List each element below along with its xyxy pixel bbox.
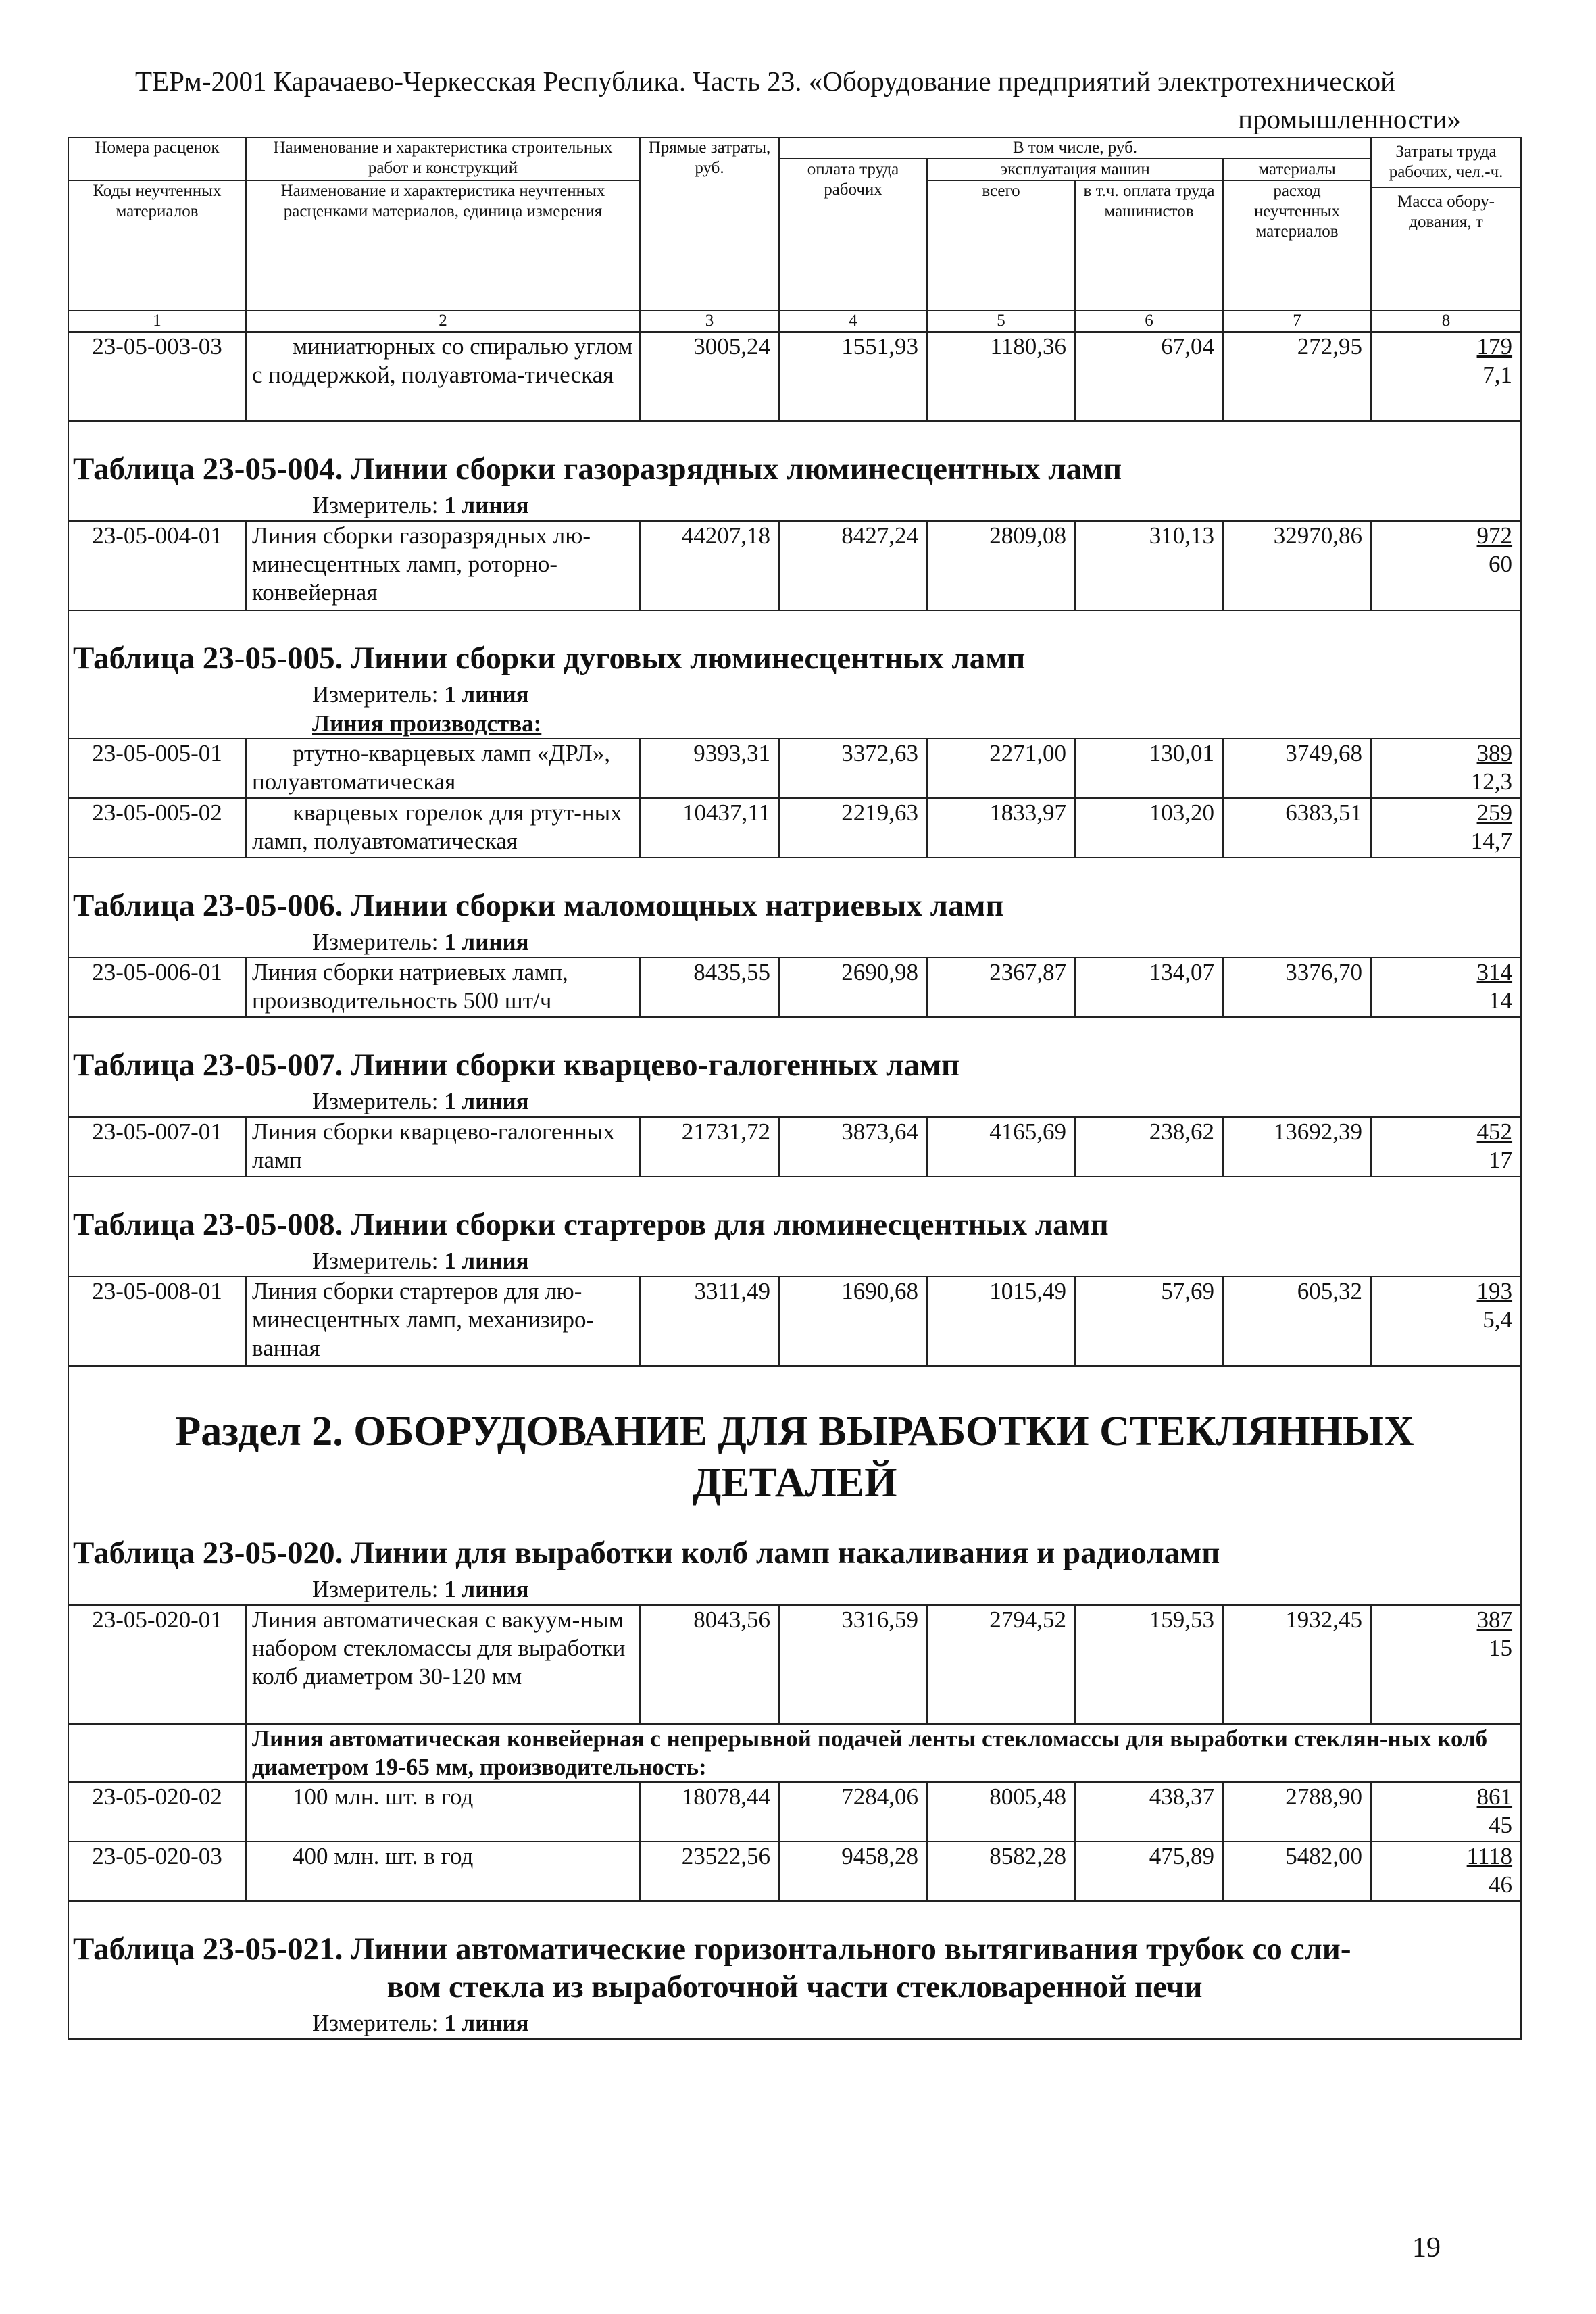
table-title-006: Таблица 23-05-006. Линии сборки маломощных натриевых ламп bbox=[68, 881, 1521, 927]
table-title-007: Таблица 23-05-007. Линии сборки кварцево-галогенных ламп bbox=[68, 1041, 1521, 1087]
rates-table bbox=[68, 137, 1522, 2040]
subheading: Линия производства: bbox=[312, 710, 542, 737]
machinist-wage: 130,01 bbox=[1075, 739, 1223, 798]
labor-mass bbox=[1371, 739, 1521, 798]
header-line-1: ТЕРм-2001 Карачаево-Черкесская Республика. Часть 23. «Оборудование предприятий электротехнической bbox=[135, 66, 1396, 97]
col-number: 8 bbox=[1371, 310, 1521, 332]
mass-value: 17 bbox=[1489, 1147, 1513, 1173]
measure-label: Измеритель: bbox=[312, 492, 439, 518]
table-gap bbox=[68, 610, 1521, 634]
labor-value: 314 bbox=[1476, 959, 1513, 985]
measure-value: 1 линия bbox=[444, 1248, 529, 1274]
table-gap bbox=[68, 1017, 1521, 1041]
machines-cost: 1833,97 bbox=[927, 798, 1075, 858]
table-gap bbox=[68, 1177, 1521, 1200]
labor-value: 259 bbox=[1476, 799, 1513, 826]
direct-cost: 23522,56 bbox=[640, 1842, 779, 1901]
table-row bbox=[68, 332, 1521, 421]
machines-cost: 2809,08 bbox=[927, 521, 1075, 610]
mass-value: 12,3 bbox=[1470, 768, 1513, 795]
mass-value: 7,1 bbox=[1482, 362, 1513, 388]
col-materials-sub: расход неучтенных материалов bbox=[1223, 180, 1371, 310]
labor-value: 972 bbox=[1476, 522, 1513, 549]
materials-cost: 3749,68 bbox=[1223, 739, 1371, 798]
labor-mass bbox=[1371, 798, 1521, 858]
rate-code: 23-05-006-01 bbox=[68, 958, 246, 1017]
mass-value: 46 bbox=[1489, 1871, 1513, 1898]
machinist-wage: 238,62 bbox=[1075, 1117, 1223, 1177]
materials-cost: 13692,39 bbox=[1223, 1117, 1371, 1177]
table-gap bbox=[68, 421, 1521, 445]
wage-cost: 7284,06 bbox=[779, 1782, 927, 1842]
wage-cost: 3372,63 bbox=[779, 739, 927, 798]
machines-cost: 2271,00 bbox=[927, 739, 1075, 798]
mass-value: 60 bbox=[1489, 551, 1513, 577]
machinist-wage: 134,07 bbox=[1075, 958, 1223, 1017]
section-heading: Раздел 2. ОБОРУДОВАНИЕ ДЛЯ ВЫРАБОТКИ СТЕКЛЯННЫХ ДЕТАЛЕЙ bbox=[68, 1389, 1521, 1529]
table-row bbox=[68, 1277, 1521, 1366]
table-row bbox=[68, 1842, 1521, 1901]
rate-code: 23-05-008-01 bbox=[68, 1277, 246, 1366]
wage-cost: 1690,68 bbox=[779, 1277, 927, 1366]
measure-label: Измеритель: bbox=[312, 1088, 439, 1114]
col-machines: эксплуатация машин bbox=[927, 159, 1223, 180]
col-number: 1 bbox=[68, 310, 246, 332]
table-row bbox=[68, 1117, 1521, 1177]
labor-mass bbox=[1371, 1605, 1521, 1724]
measure-value: 1 линия bbox=[444, 681, 529, 708]
measure-label: Измеритель: bbox=[312, 929, 439, 955]
measure-value: 1 линия bbox=[444, 929, 529, 955]
table-gap bbox=[68, 858, 1521, 881]
direct-cost: 8043,56 bbox=[640, 1605, 779, 1724]
mass-value: 45 bbox=[1489, 1812, 1513, 1838]
labor-mass bbox=[1371, 1842, 1521, 1901]
col-wage: оплата труда рабочих bbox=[779, 159, 927, 310]
labor-value: 452 bbox=[1476, 1118, 1513, 1145]
rate-code: 23-05-020-01 bbox=[68, 1605, 246, 1724]
machines-cost: 2367,87 bbox=[927, 958, 1075, 1017]
wage-cost: 9458,28 bbox=[779, 1842, 927, 1901]
direct-cost: 3311,49 bbox=[640, 1277, 779, 1366]
labor-value: 861 bbox=[1476, 1783, 1513, 1810]
labor-mass bbox=[1371, 1782, 1521, 1842]
measure-label: Измеритель: bbox=[312, 681, 439, 708]
rate-code: 23-05-020-03 bbox=[68, 1842, 246, 1901]
wage-cost: 8427,24 bbox=[779, 521, 927, 610]
col-machines-wage: в т.ч. оплата труда машинистов bbox=[1075, 180, 1223, 310]
col-name-bottom: Наименование и характеристика неучтенных расценками материалов, единица измерения bbox=[246, 180, 640, 310]
labor-value: 387 bbox=[1476, 1606, 1513, 1633]
table-gap bbox=[68, 1901, 1521, 1925]
labor-mass bbox=[1371, 1277, 1521, 1366]
rate-code: 23-05-005-01 bbox=[68, 739, 246, 798]
col-code-top: Номера расценок bbox=[68, 137, 246, 180]
direct-cost: 9393,31 bbox=[640, 739, 779, 798]
col-materials: материалы bbox=[1223, 159, 1371, 180]
wage-cost: 2219,63 bbox=[779, 798, 927, 858]
table-row bbox=[68, 1605, 1521, 1724]
machines-cost: 4165,69 bbox=[927, 1117, 1075, 1177]
rate-name: Линия сборки стартеров для лю-минесцентных ламп, механизиро-ванная bbox=[246, 1277, 640, 1366]
page-header bbox=[68, 62, 1468, 138]
measure-value: 1 линия bbox=[444, 1088, 529, 1114]
rate-code: 23-05-004-01 bbox=[68, 521, 246, 610]
labor-value: 193 bbox=[1476, 1278, 1513, 1304]
measure-row bbox=[68, 680, 1521, 710]
machines-cost: 1015,49 bbox=[927, 1277, 1075, 1366]
rate-name: Линия сборки натриевых ламп, производительность 500 шт/ч bbox=[246, 958, 640, 1017]
materials-cost: 5482,00 bbox=[1223, 1842, 1371, 1901]
materials-cost: 3376,70 bbox=[1223, 958, 1371, 1017]
machines-cost: 8582,28 bbox=[927, 1842, 1075, 1901]
col-mass: Масса обору-дования, т bbox=[1397, 193, 1495, 231]
subheading-row bbox=[68, 710, 1521, 739]
table-gap bbox=[68, 1366, 1521, 1389]
materials-cost: 2788,90 bbox=[1223, 1782, 1371, 1842]
subheading: Линия автоматическая конвейерная с непрерывной подачей ленты стекломассы для выработки стеклян-ных колб диаметром 19-65 мм, производительность: bbox=[246, 1724, 1521, 1782]
col-labor: Затраты труда рабочих, чел.-ч. bbox=[1372, 138, 1520, 188]
table-title-line-2: вом стекла из выработочной части стекловаренной печи bbox=[386, 1969, 1203, 2004]
labor-mass bbox=[1371, 332, 1521, 421]
table-row bbox=[68, 958, 1521, 1017]
col-number: 3 bbox=[640, 310, 779, 332]
materials-cost: 272,95 bbox=[1223, 332, 1371, 421]
measure-value: 1 линия bbox=[444, 492, 529, 518]
labor-mass bbox=[1371, 1117, 1521, 1177]
col-incl: В том числе, руб. bbox=[779, 137, 1371, 159]
wage-cost: 3873,64 bbox=[779, 1117, 927, 1177]
labor-mass bbox=[1371, 958, 1521, 1017]
table-row bbox=[68, 521, 1521, 610]
rate-name: миниатюрных со спиралью углом с поддержкой, полуавтома-тическая bbox=[246, 332, 640, 421]
measure-row bbox=[68, 1087, 1521, 1117]
col-labor-mass bbox=[1371, 137, 1521, 310]
rate-code: 23-05-007-01 bbox=[68, 1117, 246, 1177]
labor-mass bbox=[1371, 521, 1521, 610]
col-number: 4 bbox=[779, 310, 927, 332]
rate-name: ртутно-кварцевых ламп «ДРЛ», полуавтоматическая bbox=[246, 739, 640, 798]
direct-cost: 21731,72 bbox=[640, 1117, 779, 1177]
measure-row bbox=[68, 1246, 1521, 1277]
direct-cost: 3005,24 bbox=[640, 332, 779, 421]
mass-value: 15 bbox=[1489, 1635, 1513, 1661]
rate-code: 23-05-003-03 bbox=[68, 332, 246, 421]
col-code-bottom: Коды неучтенных материалов bbox=[68, 180, 246, 310]
mass-value: 14,7 bbox=[1470, 828, 1513, 854]
labor-value: 389 bbox=[1476, 740, 1513, 766]
table-title-021 bbox=[68, 1925, 1521, 2009]
header-line-2: промышленности» bbox=[1238, 103, 1461, 134]
measure-label: Измеритель: bbox=[312, 2010, 439, 2036]
rate-name: Линия автоматическая с вакуум-ным набором стекломассы для выработки колб диаметром 30-120 мм bbox=[246, 1605, 640, 1724]
machinist-wage: 57,69 bbox=[1075, 1277, 1223, 1366]
materials-cost: 605,32 bbox=[1223, 1277, 1371, 1366]
rate-name: 400 млн. шт. в год bbox=[246, 1842, 640, 1901]
machines-cost: 8005,48 bbox=[927, 1782, 1075, 1842]
measure-label: Измеритель: bbox=[312, 1576, 439, 1602]
mass-value: 5,4 bbox=[1482, 1306, 1513, 1333]
machinist-wage: 103,20 bbox=[1075, 798, 1223, 858]
mass-value: 14 bbox=[1489, 987, 1513, 1014]
table-title-020: Таблица 23-05-020. Линии для выработки колб ламп накаливания и радиоламп bbox=[68, 1529, 1521, 1575]
direct-cost: 44207,18 bbox=[640, 521, 779, 610]
col-number: 5 bbox=[927, 310, 1075, 332]
materials-cost: 1932,45 bbox=[1223, 1605, 1371, 1724]
materials-cost: 32970,86 bbox=[1223, 521, 1371, 610]
measure-row bbox=[68, 1575, 1521, 1605]
machinist-wage: 310,13 bbox=[1075, 521, 1223, 610]
col-direct: Прямые затраты, руб. bbox=[640, 137, 779, 310]
col-name-top: Наименование и характеристика строительных работ и конструкций bbox=[246, 137, 640, 180]
page-number: 19 bbox=[1412, 2232, 1441, 2263]
labor-value: 179 bbox=[1476, 333, 1513, 360]
table-row bbox=[68, 739, 1521, 798]
measure-row bbox=[68, 2009, 1521, 2039]
direct-cost: 10437,11 bbox=[640, 798, 779, 858]
table-title-line-1: Таблица 23-05-021. Линии автоматические горизонтального вытягивания трубок со сли- bbox=[73, 1931, 1351, 1967]
materials-cost: 6383,51 bbox=[1223, 798, 1371, 858]
machines-cost: 1180,36 bbox=[927, 332, 1075, 421]
wage-cost: 1551,93 bbox=[779, 332, 927, 421]
table-title-004: Таблица 23-05-004. Линии сборки газоразрядных люминесцентных ламп bbox=[68, 445, 1521, 491]
subheading-row bbox=[68, 1724, 1521, 1782]
table-title-008: Таблица 23-05-008. Линии сборки стартеров для люминесцентных ламп bbox=[68, 1200, 1521, 1246]
direct-cost: 18078,44 bbox=[640, 1782, 779, 1842]
measure-value: 1 линия bbox=[444, 2010, 529, 2036]
rate-code: 23-05-020-02 bbox=[68, 1782, 246, 1842]
measure-row bbox=[68, 491, 1521, 521]
rate-name: кварцевых горелок для ртут-ных ламп, полуавтоматическая bbox=[246, 798, 640, 858]
measure-row bbox=[68, 927, 1521, 958]
col-number: 2 bbox=[246, 310, 640, 332]
machinist-wage: 438,37 bbox=[1075, 1782, 1223, 1842]
header-row-1 bbox=[68, 137, 1521, 159]
measure-label: Измеритель: bbox=[312, 1248, 439, 1274]
col-machines-total: всего bbox=[927, 180, 1075, 310]
machinist-wage: 67,04 bbox=[1075, 332, 1223, 421]
header-numbers-row bbox=[68, 310, 1521, 332]
table-row bbox=[68, 1782, 1521, 1842]
machines-cost: 2794,52 bbox=[927, 1605, 1075, 1724]
measure-value: 1 линия bbox=[444, 1576, 529, 1602]
rate-name: Линия сборки кварцево-галогенных ламп bbox=[246, 1117, 640, 1177]
machinist-wage: 159,53 bbox=[1075, 1605, 1223, 1724]
labor-value: 1118 bbox=[1466, 1843, 1513, 1869]
col-number: 7 bbox=[1223, 310, 1371, 332]
rate-name: Линия сборки газоразрядных лю-минесцентных ламп, роторно-конвейерная bbox=[246, 521, 640, 610]
col-number: 6 bbox=[1075, 310, 1223, 332]
wage-cost: 2690,98 bbox=[779, 958, 927, 1017]
rate-code: 23-05-005-02 bbox=[68, 798, 246, 858]
machinist-wage: 475,89 bbox=[1075, 1842, 1223, 1901]
rate-name: 100 млн. шт. в год bbox=[246, 1782, 640, 1842]
direct-cost: 8435,55 bbox=[640, 958, 779, 1017]
wage-cost: 3316,59 bbox=[779, 1605, 927, 1724]
table-title-005: Таблица 23-05-005. Линии сборки дуговых люминесцентных ламп bbox=[68, 634, 1521, 680]
table-row bbox=[68, 798, 1521, 858]
